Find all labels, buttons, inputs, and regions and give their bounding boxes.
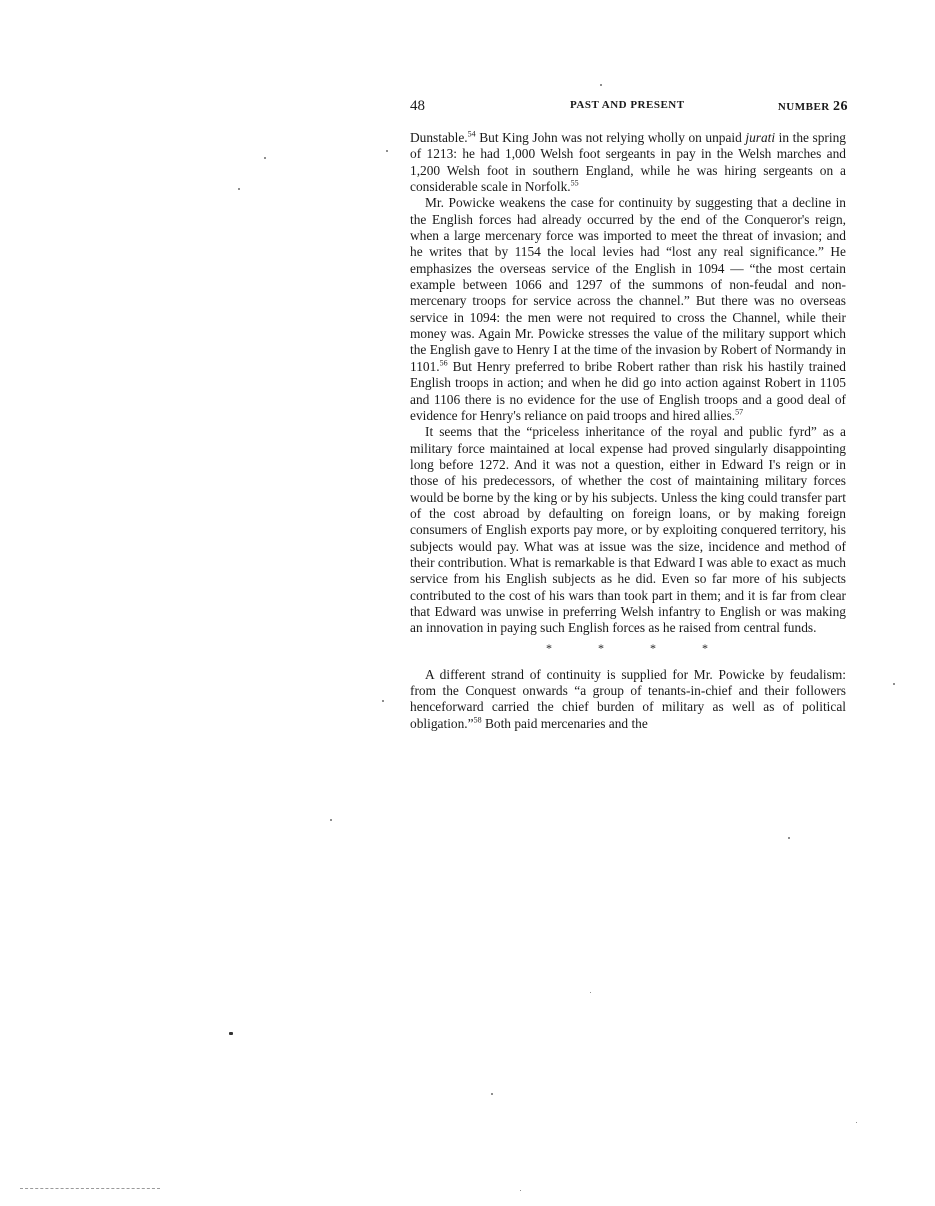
body-paragraph	[410, 667, 846, 732]
ornament-asterisk: *	[702, 640, 708, 655]
scan-speck	[788, 837, 790, 839]
scan-speck	[590, 992, 591, 993]
paragraph-text: Mr. Powicke weakens the case for continuity by suggesting that a decline in the English forces had already occurred by the end of the Conqueror's reign, when a large mercenary force was imported to meet the threat of invasion; and he writes that by 1154 the local levies had “lost any real significance.” He emphasizes the overseas service of the English in 1094 — “the most certain example between 1066 and 1297 of the summons of non-feudal and non-mercenary troops for service across the channel.” But there was no overseas service in 1094: the men were not required to cross the Channel, while their money was. Again Mr. Powicke stresses the value of the military support which the English gave to Henry I at the time of the invasion by Robert of Normandy in 1101.	[410, 195, 846, 374]
footnote-reference: 54	[467, 129, 476, 139]
paragraph-text: But Henry preferred to bribe Robert rather than risk his hastily trained English troops in action; and when he did go into action against Robert in 1105 and 1106 there is no evidence for the use of English troops and a good deal of evidence for Henry's reliance on paid troops and hired allies.	[410, 358, 846, 423]
body-paragraph	[410, 130, 846, 195]
paragraph-text: in the spring of 1213: he had 1,000 Welsh foot sergeants in pay in the Welsh marches and 1,200 Welsh foot in southern England, while he was hiring sergeants on a considerable scale in Norfolk.	[410, 130, 846, 195]
ornament-asterisk: *	[650, 640, 656, 655]
scan-speck	[856, 1122, 857, 1123]
paragraph-text: A different strand of continuity is supplied for Mr. Powicke by feudalism: from the Conquest onwards “a group of tenants-in-chief and their followers henceforward carried the chief burden of military as well as of political obligation.”	[410, 666, 846, 731]
paragraph-text: It seems that the “priceless inheritance of the royal and public fyrd” as a military force maintained at local expense had proved singularly disappointing long before 1272. And it was not a question, either in Edward I's reign or in those of his predecessors, of whether the cost of maintaining military forces would be borne by the king or by his subjects. Unless the king could transfer part of the cost abroad by defaulting on foreign loans, or by making foreign consumers of English exports pay more, or by exploiting conquered territory, his subjects would pay. What was at issue was the size, incidence and method of their contribution. What is remarkable is that Edward I was able to exact as much service from his English subjects as he did. Even so far more of his subjects contributed to the cost of his wars than took part in them; and it is far from clear that Edward was unwise in preferring Welsh infantry to English or was making an innovation in paying such English forces as he raised from central funds.	[410, 424, 846, 636]
footnote-reference: 55	[570, 178, 579, 188]
scan-speck	[491, 1093, 493, 1095]
scan-speck	[893, 683, 895, 685]
body-paragraph	[410, 424, 846, 636]
body-paragraph	[410, 195, 846, 424]
scan-speck	[520, 1190, 521, 1191]
scan-speck	[600, 84, 602, 86]
scan-speck	[238, 188, 240, 190]
body-text	[410, 130, 846, 732]
page-number: 48	[410, 98, 425, 114]
scan-speck	[382, 700, 384, 702]
scan-speck	[229, 1032, 233, 1035]
scan-speck	[386, 150, 388, 152]
scan-speck	[330, 819, 332, 821]
paragraph-text: But King John was not relying wholly on unpaid	[475, 130, 746, 145]
issue-number: 26	[833, 99, 848, 114]
scan-speck	[264, 157, 266, 159]
paragraph-text: Both paid mercenaries and the	[481, 715, 648, 731]
paragraph-text: Dunstable.	[410, 130, 468, 145]
footnote-reference: 57	[735, 407, 744, 417]
running-header	[410, 98, 848, 116]
running-title: PAST AND PRESENT	[570, 99, 685, 111]
footnote-reference: 56	[439, 358, 448, 368]
section-break-ornament	[410, 637, 846, 667]
footnote-reference: 58	[473, 715, 482, 725]
italic-term: jurati	[745, 130, 776, 145]
issue-label-text: NUMBER	[777, 101, 830, 113]
ornament-asterisk: *	[598, 640, 604, 655]
scan-edge-artifact	[20, 1188, 160, 1191]
issue-label	[778, 99, 848, 115]
ornament-asterisk: *	[546, 640, 552, 655]
